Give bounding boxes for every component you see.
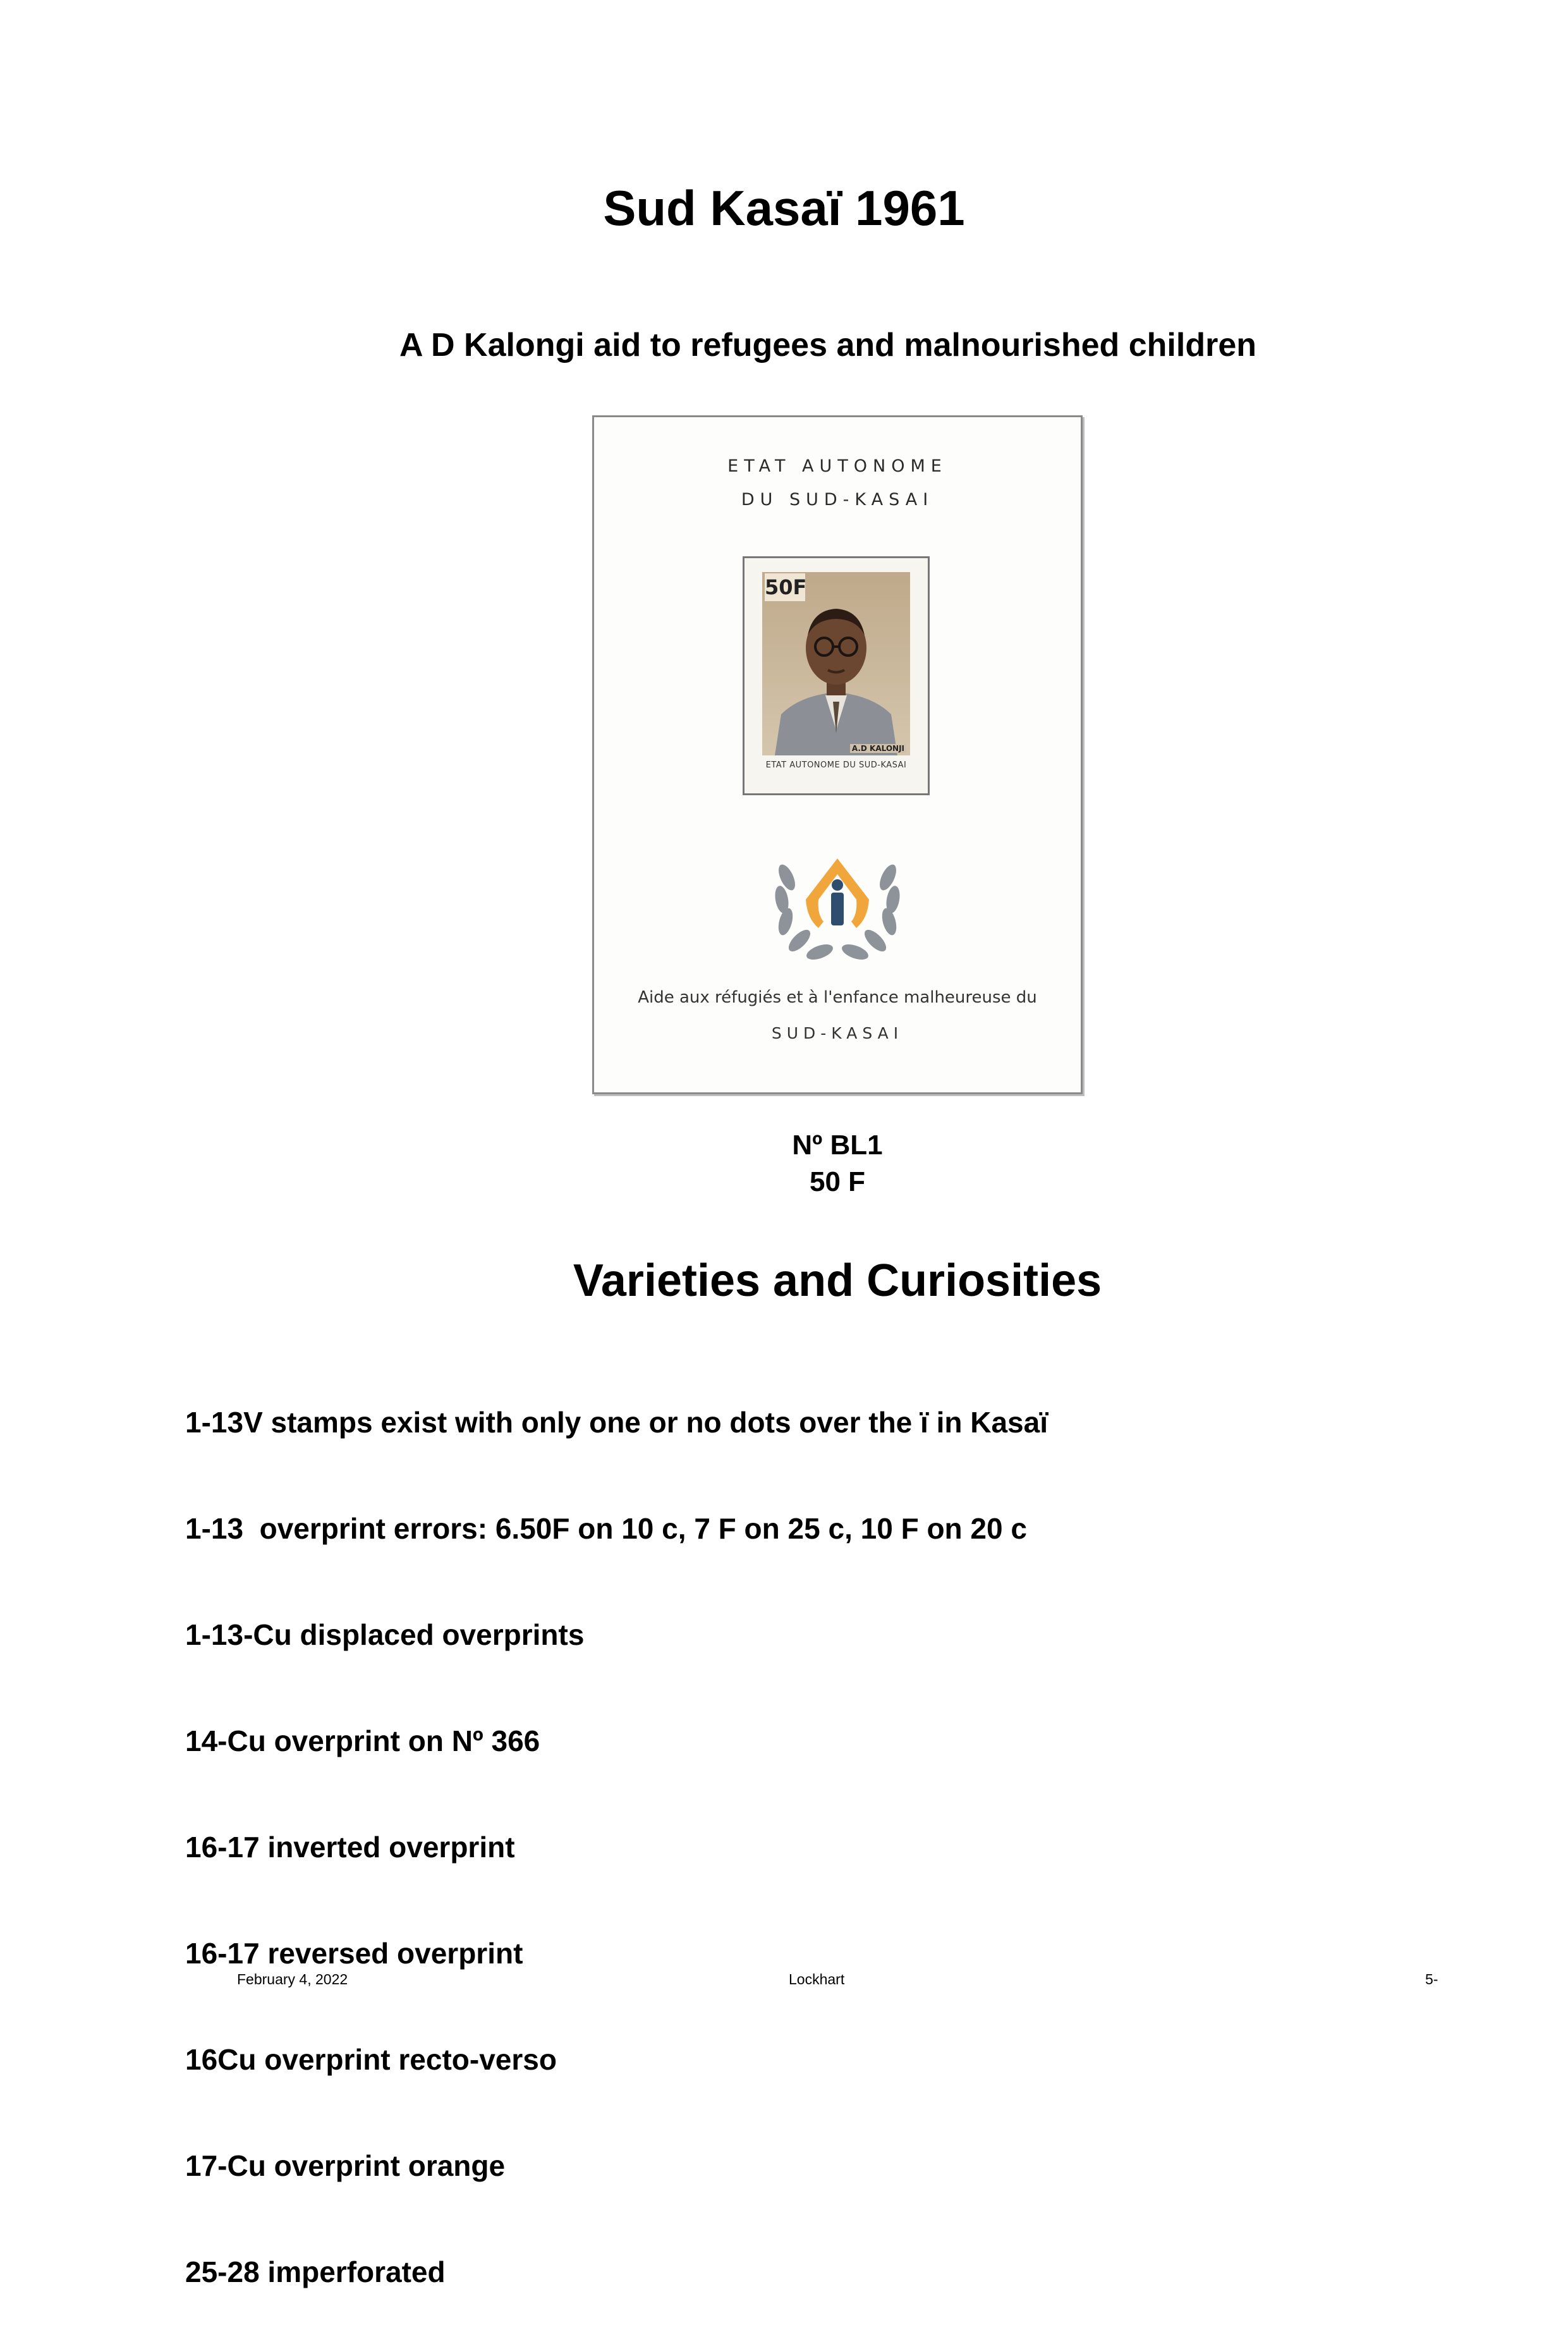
sheet-footer-text: SUD-KASAI xyxy=(771,1024,904,1042)
varieties-list xyxy=(185,1334,1048,2325)
page-subtitle: A D Kalongi aid to refugees and malnourished children xyxy=(399,327,1257,363)
footer-page-number: 5- xyxy=(1425,1971,1438,1987)
footer-date: February 4, 2022 xyxy=(237,1971,348,1987)
sheet-header-line1: ETAT AUTONOME xyxy=(727,456,947,476)
variety-item: 25-28 imperforated xyxy=(185,2255,446,2288)
footer-author: Lockhart xyxy=(789,1971,845,1987)
catalog-value: 50 F xyxy=(809,1166,866,1197)
stamp-denomination: 50F xyxy=(765,573,805,601)
stamp-portrait xyxy=(762,572,910,755)
sheet-header-line2: DU SUD-KASAI xyxy=(741,490,934,510)
varieties-title: Varieties and Curiosities xyxy=(573,1255,1102,1306)
variety-item: 17-Cu overprint orange xyxy=(185,2149,506,2182)
variety-item: 14-Cu overprint on Nº 366 xyxy=(185,1724,540,1757)
variety-item: 16Cu overprint recto-verso xyxy=(185,2043,557,2076)
refugee-emblem-icon xyxy=(768,839,907,969)
variety-item: 1-13V stamps exist with only one or no dots over the ï in Kasaï xyxy=(185,1406,1048,1439)
sheet-aide-text: Aide aux réfugiés et à l'enfance malheureuse du xyxy=(638,988,1037,1007)
catalog-number: Nº BL1 xyxy=(792,1130,883,1161)
variety-item: 16-17 reversed overprint xyxy=(185,1937,523,1970)
variety-item: 1-13 overprint errors: 6.50F on 10 c, 7 F on 25 c, 10 F on 20 c xyxy=(185,1512,1027,1545)
souvenir-sheet xyxy=(592,415,1083,1094)
stamp-portrait-name: A.D KALONJI xyxy=(850,744,906,753)
stamp xyxy=(743,556,930,795)
stamp-country: ETAT AUTONOME DU SUD-KASAI xyxy=(765,760,907,770)
variety-item: 1-13-Cu displaced overprints xyxy=(185,1618,585,1651)
variety-item: 16-17 inverted overprint xyxy=(185,1831,515,1864)
page-title: Sud Kasaï 1961 xyxy=(603,180,965,236)
